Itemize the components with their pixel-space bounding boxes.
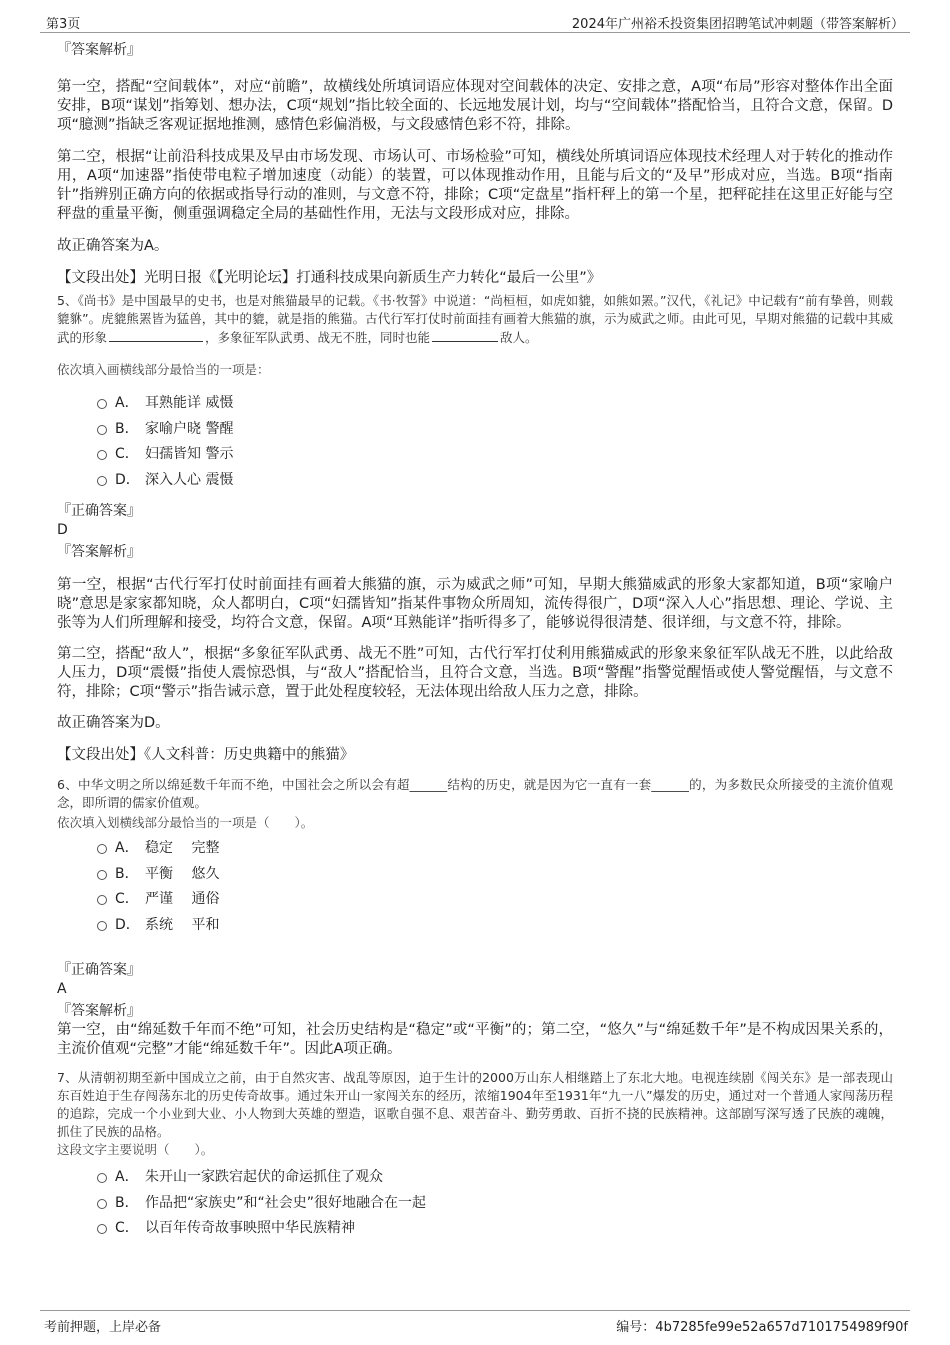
q5-prompt: 依次填入画横线部分最恰当的一项是： — [57, 362, 270, 377]
q5-options — [57, 391, 893, 493]
question-7 — [57, 1069, 893, 1242]
radio-icon[interactable] — [97, 921, 107, 931]
q6-text: 6、中华文明之所以绵延数千年而不绝，中国社会之所以会有超______结构的历史，就是因为它一直有一套______的，为多数民众所接受的主流价值观念，即所谓的儒家价值观。 — [57, 777, 893, 810]
q4-analysis-label: 『答案解析』 — [57, 42, 141, 58]
q6-prompt: 依次填入划横线部分最恰当的一项是（ ）。 — [57, 815, 314, 830]
q4-conclusion: 故正确答案为A。 — [57, 238, 169, 254]
q7-prompt: 这段文字主要说明（ ）。 — [57, 1142, 214, 1157]
q7-options — [57, 1165, 893, 1242]
q7-option-a[interactable]: A． 朱开山一家跌宕起伏的命运抓住了观众 — [57, 1165, 893, 1191]
document-code — [616, 1316, 908, 1335]
q6-option-c[interactable]: C． 严谨 通俗 — [57, 887, 893, 913]
q7-text: 7、从清朝初期至新中国成立之前，由于自然灾害、战乱等原因，迫于生计的2000万山东人相继踏上了东北大地。电视连续剧《闯关东》是一部表现山东百姓迫于生存闯荡东北的历史传奇故事。通过朱开山一家闯关东的经历，浓缩1904年至1931年“九一八”爆发的历史，通过对一个普通人家闯荡历程的追踪，完成一个小业到大业、小人物到大英雄的塑造，讴歌自强不息、艰苦奋斗、勤劳勇敢、百折不挠的民族精神。这部剧写深写透了民族的魂魄，抓住了民族的品格。 — [57, 1070, 893, 1139]
document-title: 2024年广州裕禾投资集团招聘笔试冲刺题（带答案解析） — [571, 17, 904, 32]
footer-slogan: 考前押题，上岸必备 — [44, 1320, 162, 1335]
q5-option-c[interactable]: C． 妇孺皆知 警示 — [57, 442, 893, 468]
q4-analysis-para2: 第二空，根据“让前沿科技成果及早由市场发现、市场认可、市场检验”可知，横线处所填词语应体现技术经理人对于转化的推动作用，A项“加速器”指使带电粒子增加速度（动能）的装置，可以体现推动作用，且能与后文的“及早”形成对应，当选。B项“指南针”指辨别正确方向的依据或指导行动的准则，与文意不符，排除；C项“定盘星”指杆秤上的第一个星，把秤砣挂在这里正好能与空秤盘的重量平衡，侧重强调稳定全局的基础性作用，无法与文段形成对应，排除。 — [57, 149, 893, 222]
radio-icon[interactable] — [97, 1173, 107, 1183]
radio-icon[interactable] — [97, 1199, 107, 1209]
radio-icon[interactable] — [97, 476, 107, 486]
q6-analysis-para1: 第一空，由“绵延数千年而不绝”可知，社会历史结构是“稳定”或“平衡”的；第二空，“悠久”与“绵延数千年”是不构成因果关系的，主流价值观“完整”才能“绵延数千年”。因此A项正确。 — [57, 1022, 893, 1057]
question-6 — [57, 776, 893, 1059]
q5-analysis-label: 『答案解析』 — [57, 544, 141, 560]
q4-source: 【文段出处】光明日报《【光明论坛】打通科技成果向新质生产力转化“最后一公里”》 — [57, 270, 602, 286]
q6-option-a[interactable]: A． 稳定 完整 — [57, 836, 893, 862]
q5-option-b[interactable]: B． 家喻户晓 警醒 — [57, 417, 893, 443]
radio-icon[interactable] — [97, 399, 107, 409]
q7-option-c[interactable]: C． 以百年传奇故事映照中华民族精神 — [57, 1216, 893, 1242]
radio-icon[interactable] — [97, 425, 107, 435]
q5-source: 【文段出处】《人文科普：历史典籍中的熊猫》 — [57, 747, 355, 763]
radio-icon[interactable] — [97, 895, 107, 905]
q6-analysis-label: 『答案解析』 — [57, 1003, 141, 1019]
radio-icon[interactable] — [97, 1224, 107, 1234]
page-footer — [40, 1310, 910, 1335]
q6-correct-answer: A — [57, 981, 67, 997]
q5-blank-2[interactable] — [432, 328, 498, 342]
q6-options — [57, 836, 893, 938]
q5-blank-1[interactable] — [109, 328, 203, 342]
q5-conclusion: 故正确答案为D。 — [57, 715, 170, 731]
q5-text — [57, 292, 893, 347]
radio-icon[interactable] — [97, 870, 107, 880]
q4-analysis — [57, 40, 893, 288]
q6-option-b[interactable]: B． 平衡 悠久 — [57, 862, 893, 888]
question-5 — [57, 292, 893, 765]
document-body — [57, 40, 893, 1242]
q6-correct-label: 『正确答案』 — [57, 962, 141, 978]
q5-text-b: ，多象征军队武勇、战无不胜，同时也能 — [205, 330, 431, 345]
q5-correct-label: 『正确答案』 — [57, 503, 141, 519]
q5-option-a[interactable]: A． 耳熟能详 威慑 — [57, 391, 893, 417]
radio-icon[interactable] — [97, 450, 107, 460]
page-header — [40, 10, 910, 33]
q4-analysis-para1: 第一空，搭配“空间载体”，对应“前瞻”，故横线处所填词语应体现对空间载体的决定、安排之意，A项“布局”形容对整体作出全面安排，B项“谋划”指筹划、想办法，C项“规划”指比较全面的、长远地发展计划，均与“空间载体”搭配恰当，且符合文意，保留。D项“臆测”指缺乏客观证据地推测，感情色彩偏消极，与文段感情色彩不符，排除。 — [57, 79, 893, 133]
document-code-label: 编号： — [616, 1320, 656, 1335]
q6-option-d[interactable]: D． 系统 平和 — [57, 913, 893, 939]
q5-option-d[interactable]: D． 深入人心 震慑 — [57, 468, 893, 494]
q5-analysis-para2: 第二空，搭配“敌人”，根据“多象征军队武勇、战无不胜”可知，古代行军打仗利用熊猫威武的形象来象征军队战无不胜，以此给敌人压力，D项“震慑”指使人震惊恐惧，与“敌人”搭配恰当，且符合文意，当选。B项“警醒”指警觉醒悟或使人警觉醒悟，与文意不符，排除；C项“警示”指告诫示意，置于此处程度较轻，无法体现出给敌人压力之意，排除。 — [57, 646, 893, 700]
q5-analysis-para1: 第一空，根据“古代行军打仗时前面挂有画着大熊猫的旗，示为威武之师”可知，早期大熊猫威武的形象大家都知道，B项“家喻户晓”意思是家家都知晓，众人都明白，C项“妇孺皆知”指某件事物众所周知，流传得很广，D项“深入人心”指思想、理论、学说、主张等为人们所理解和接受，均符合文意，保留。A项“耳熟能详”指听得多了，能够说得很清楚、很详细，与文意不符，排除。 — [57, 577, 893, 631]
q7-option-b[interactable]: B． 作品把“家族史”和“社会史”很好地融合在一起 — [57, 1191, 893, 1217]
document-code-value: 4b7285fe99e52a657d7101754989f90f — [655, 1320, 908, 1335]
q5-text-a: 5、《尚书》是中国最早的史书，也是对熊猫最早的记载。《书·牧誓》中说道：“尚桓桓，如虎如貔，如熊如罴。”汉代，《礼记》中记载有“前有挚兽，则载貔貅”。虎貔熊罴皆为猛兽，其中的貔，就是指的熊猫。古代行军打仗时前面挂有画着大熊猫的旗，示为威武之师。由此可见，早期对熊猫的记载中其威武的形象 — [57, 293, 893, 345]
radio-icon[interactable] — [97, 844, 107, 854]
q5-correct-answer: D — [57, 522, 68, 538]
q5-text-c: 敌人。 — [500, 330, 538, 345]
page-number: 第3页 — [46, 17, 81, 32]
